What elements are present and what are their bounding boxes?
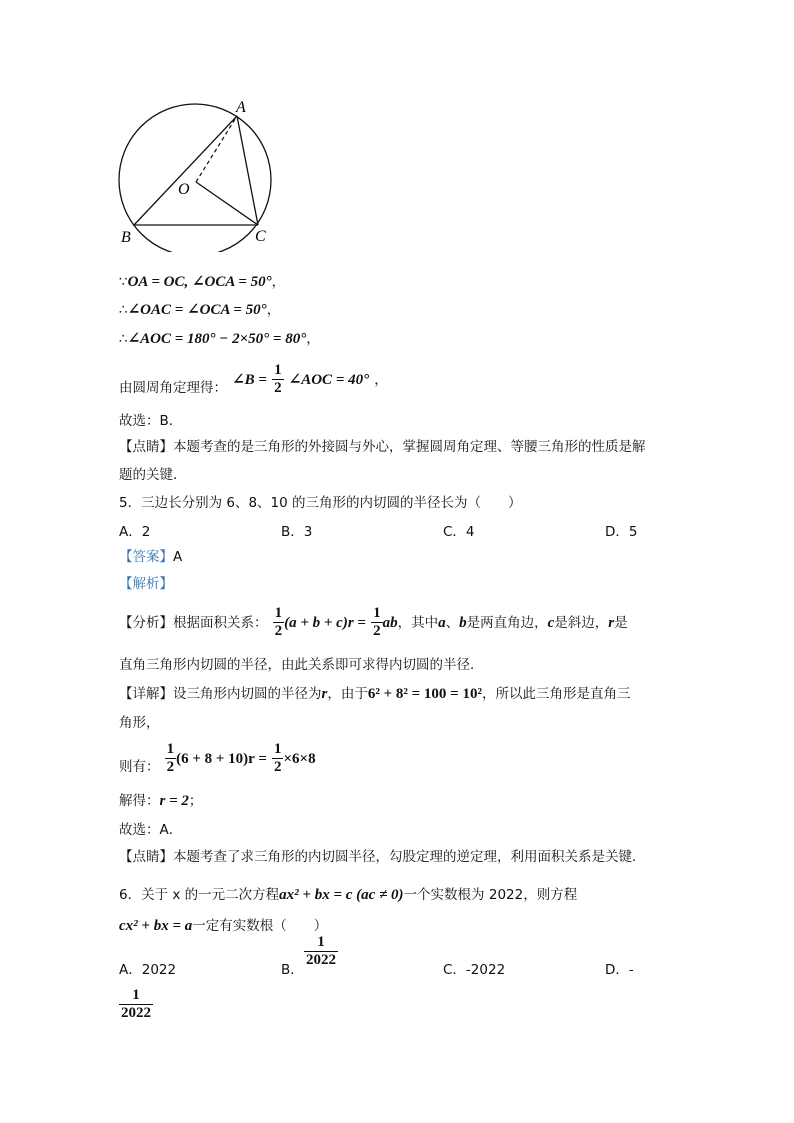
proof-line-4: 由圆周角定理得： ∠B = $\frac{1}{2}$ ∠AOC = 40° ， <box>119 362 388 396</box>
q5-solve-line: 解得：r = 2； <box>119 793 203 809</box>
q5-detail-line-2: 角形， <box>119 715 160 731</box>
q5-stem: 5．三边长分别为 6、8、10 的三角形的内切圆的半径长为（ ） <box>119 495 522 511</box>
q6-stem-line-1: 6．关于 x 的一元二次方程ax² + bx = c (ac ≠ 0)一个实数根为 2022，则方程 <box>119 887 578 903</box>
segment-oc <box>196 182 258 225</box>
q5-analysis-line-2: 直角三角形内切圆的半径，由此关系即可求得内切圆的半径． <box>119 657 484 673</box>
q5-option-d: D．5 <box>605 524 638 540</box>
q5-analysis-line-1: 【分析】根据面积关系： $\frac{1}{2}$ (a + b + c)r = $\frac{1}{2}$ ab，其中a、b是两直角边，c是斜边，r是 <box>119 605 628 639</box>
q5-answer: 【答案】A <box>119 549 183 565</box>
proof-comment-1: 【点睛】本题考查的是三角形的外接圆与外心，掌握圆周角定理、等腰三角形的性质是解 <box>119 439 646 455</box>
q5-option-c: C．4 <box>443 524 475 540</box>
math-aoc: ∠AOC = 180° − 2×50° = 80° <box>127 331 307 347</box>
fraction-half: $\frac{1}{2}$ <box>274 362 282 396</box>
segment-oa-dashed <box>196 116 237 182</box>
label-o: O <box>178 181 190 198</box>
answer-tag: 【答案】 <box>119 549 173 565</box>
analysis-tag: 【解析】 <box>119 576 173 592</box>
q5-then-line: 则有： $\frac{1}{2}$ (6 + 8 + 10)r = $\frac{1}{2}$ ×6×8 <box>119 741 316 775</box>
q5-choose: 故选：A． <box>119 822 183 838</box>
math-oac: ∠OAC = ∠OCA = 50° <box>127 302 267 318</box>
circle-triangle-figure <box>110 92 285 252</box>
q6-option-d-label: D．- <box>605 962 634 978</box>
side-ab <box>134 116 237 225</box>
q5-comment: 【点睛】本题考查了求三角形的内切圆半径，勾股定理的逆定理，利用面积关系是关键． <box>119 849 646 865</box>
q5-detail-line-1: 【详解】设三角形内切圆的半径为r，由于6² + 8² = 100 = 10²，所以此三角形是直角三 <box>119 686 631 702</box>
label-a: A <box>236 99 246 116</box>
proof-line-3: ∴∠AOC = 180° − 2×50° = 80°， <box>119 331 320 347</box>
math-oa-oc: OA = OC, ∠OCA = 50° <box>127 274 272 290</box>
label-b: B <box>121 229 131 246</box>
q5-option-b: B．3 <box>281 524 313 540</box>
q6-option-b-fraction: $\frac{1}{2022}$ <box>306 934 336 968</box>
q6-option-d-fraction: $\frac{1}{2022}$ <box>121 987 151 1021</box>
label-c: C <box>255 228 266 245</box>
q5-option-a: A．2 <box>119 524 151 540</box>
proof-choose: 故选：B． <box>119 413 183 429</box>
proof-comment-2: 题的关键． <box>119 467 187 483</box>
q6-option-a: A．2022 <box>119 962 177 978</box>
q6-option-b-label: B． <box>281 962 304 978</box>
proof-line-2: ∴∠OAC = ∠OCA = 50°， <box>119 302 281 318</box>
circumcircle <box>119 104 271 252</box>
proof-line-1: ∵OA = OC, ∠OCA = 50°， <box>119 274 286 290</box>
q6-option-c: C．-2022 <box>443 962 506 978</box>
q6-stem-line-2: cx² + bx = a一定有实数根（ ） <box>119 918 328 934</box>
